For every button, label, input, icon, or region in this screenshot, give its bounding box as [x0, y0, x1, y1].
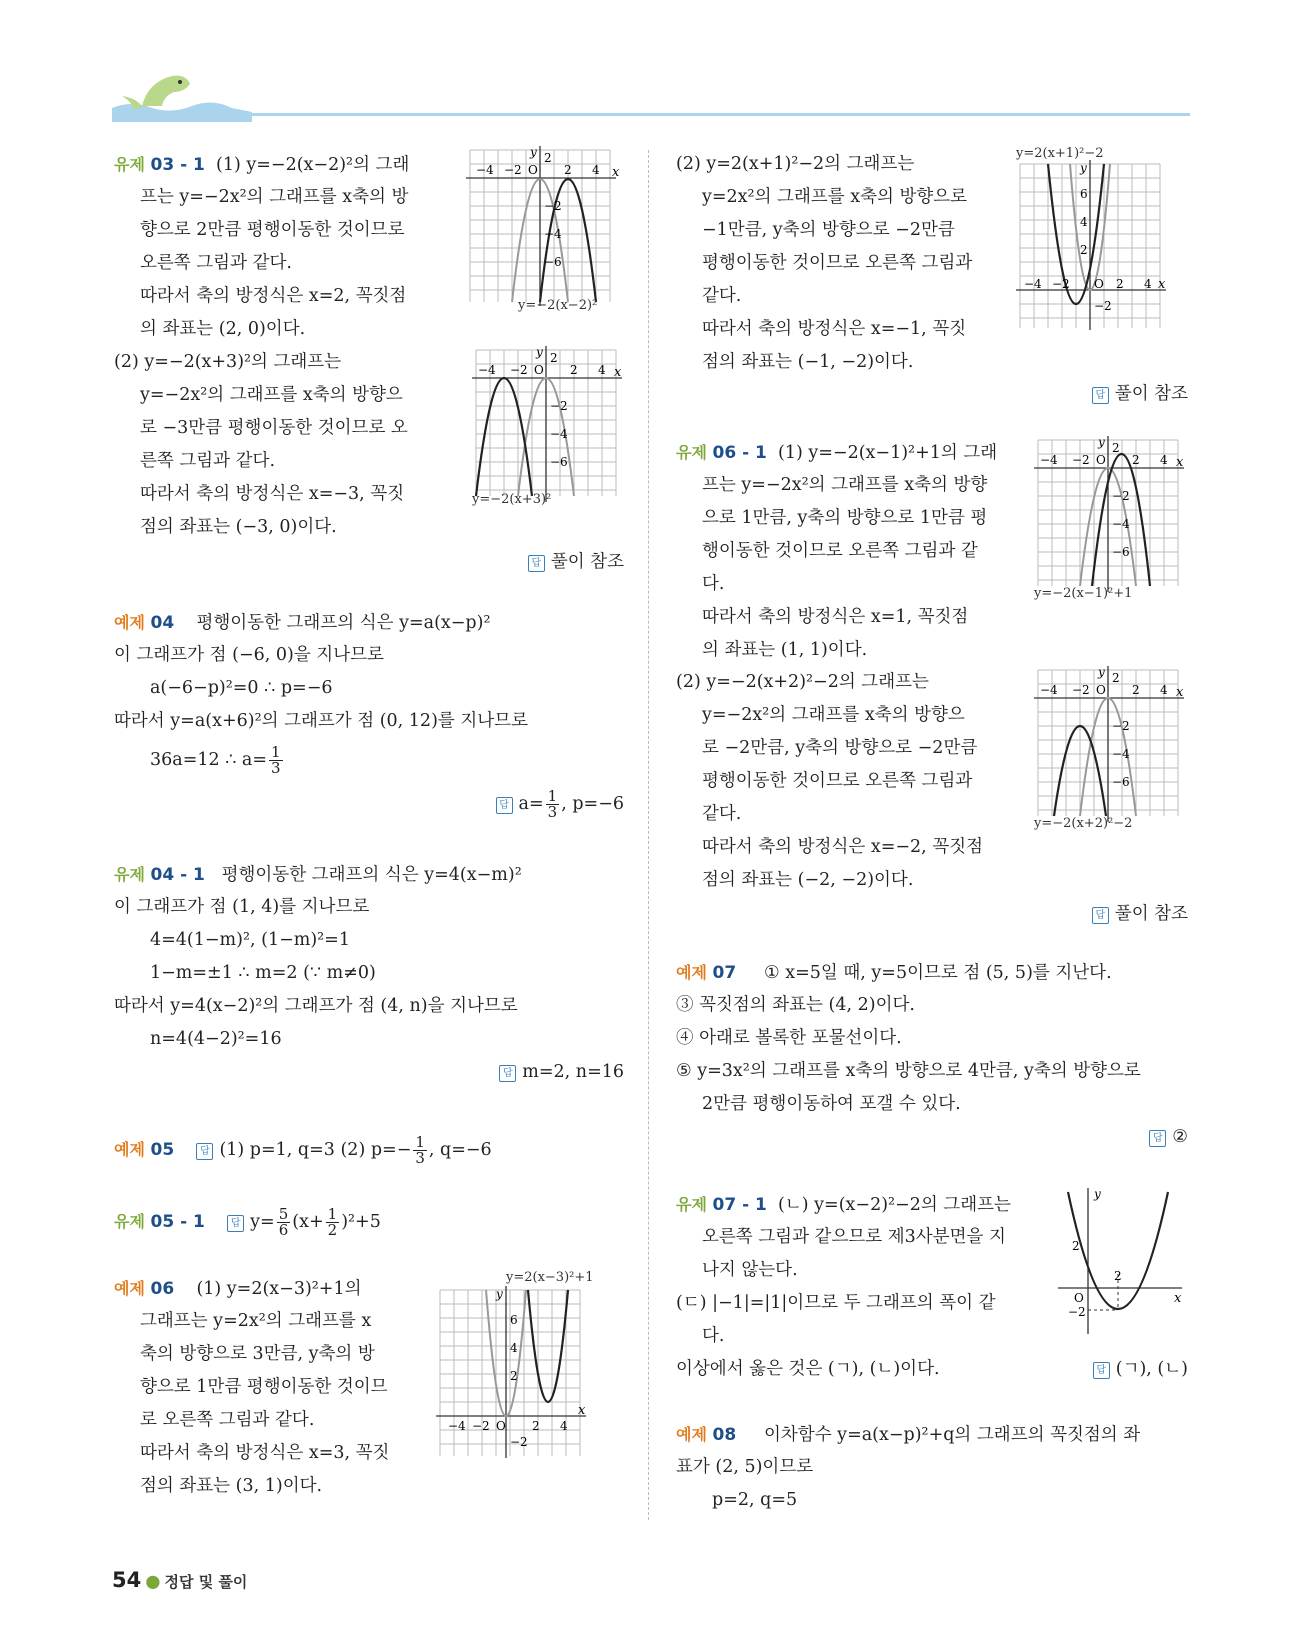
- answer-badge-icon: 답: [227, 1215, 244, 1232]
- graph-caption: y=2(x−3)²+1: [506, 1270, 594, 1285]
- tick-label: 2: [1080, 243, 1088, 257]
- tick-label: O: [1074, 1291, 1084, 1305]
- graph-caption: y=2(x+1)²−2: [1016, 146, 1104, 161]
- tick-label: −6: [544, 255, 562, 269]
- footer-label: 정답 및 풀이: [164, 1573, 248, 1591]
- tick-label: −4: [448, 1419, 466, 1433]
- tick-label: 6: [510, 1313, 518, 1327]
- tick-label: 2: [532, 1419, 540, 1433]
- axis-label-x: x: [612, 165, 620, 180]
- example-05: 예제 05 답 (1) p=1, q=3 (2) p=− $\frac{1}{3}$ , q=−6: [114, 1133, 492, 1167]
- tick-label: 2: [570, 363, 578, 377]
- answer-badge-icon: 답: [1092, 387, 1109, 404]
- graph-caption: y=−2(x+3)²: [472, 492, 552, 507]
- fraction: $\frac{1}{3}$: [271, 743, 281, 777]
- example-06-part2: (2) y=2(x+1)²−2의 그래프는 y=2x²의 그래프를 x축의 방향으로 −1만큼, y축의 방향으로 −2만큼 평행이동한 것이므로 오른쪽 그림과 같다. 따라서 축의 방정식은 x=−1, 꼭짓 점의 좌표는 (−1, −2)이다.: [676, 154, 973, 372]
- header-rule: [112, 113, 1190, 116]
- page-number: 54: [112, 1568, 142, 1592]
- tick-label: −2: [1072, 453, 1090, 467]
- tick-label: −2: [510, 363, 528, 377]
- problem-06-1-part1: 유제 06 - 1 (1) y=−2(x−1)²+1의 그래 프는 y=−2x²의 그래프를 x축의 방향 으로 1만큼, y축의 방향으로 1만큼 평 행이동한 것이므로 오른쪽 그림과 같 다. 따라서 축의 방정식은 x=1, 꼭짓점 의 좌표는 (1, 1)이다.: [676, 443, 998, 660]
- tick-label: 4: [510, 1341, 518, 1355]
- tick-label: −2: [1052, 277, 1070, 291]
- tick-label: −6: [1112, 545, 1130, 559]
- tick-label: 2: [1116, 277, 1124, 291]
- axis-label-y: y: [496, 1287, 503, 1301]
- graph-03-1-2: [472, 346, 624, 506]
- answer-badge-icon: 답: [1149, 1130, 1166, 1147]
- tick-label: −4: [1040, 683, 1058, 697]
- problem-04-1: 유제 04 - 1 평행이동한 그래프의 식은 y=4(x−m)² 이 그래프가 점 (1, 4)를 지나므로 4=4(1−m)², (1−m)²=1 1−m=±1 ∴ m=2 (∵ m≠0) 따라서 y=4(x−2)²의 그래프가 점 (4, n)을 지나므로 n=4(4−2)²=16 답 m=2, n=16: [114, 858, 624, 1089]
- tick-label: 2: [544, 151, 552, 165]
- tick-label: −2: [1094, 299, 1112, 313]
- graph-06-1: [436, 1270, 592, 1466]
- tick-label: O: [496, 1419, 506, 1433]
- bullet-icon: ●: [145, 1572, 161, 1592]
- problem-06-1-part2: (2) y=−2(x+2)²−2의 그래프는 y=−2x²의 그래프를 x축의 방향으 로 −2만큼, y축의 방향으로 −2만큼 평행이동한 것이므로 오른쪽 그림과 같다. 따라서 축의 방정식은 x=−2, 꼭짓점 점의 좌표는 (−2, −2)이다.: [676, 672, 984, 890]
- graph-07-1: [1058, 1188, 1186, 1338]
- tick-label: 2: [1132, 683, 1140, 697]
- tick-label: −4: [1024, 277, 1042, 291]
- tick-label: O: [1096, 683, 1106, 697]
- tick-label: 4: [598, 363, 606, 377]
- tick-label: −2: [1112, 719, 1130, 733]
- answer-badge-icon: 답: [528, 555, 545, 572]
- tick-label: −4: [1112, 747, 1130, 761]
- example-06-part1: 예제 06 (1) y=2(x−3)²+1의 그래프는 y=2x²의 그래프를 x 축의 방향으로 3만큼, y축의 방 향으로 1만큼 평행이동한 것이므 로 오른쪽 그림과 같다. 따라서 축의 방정식은 x=3, 꼭짓 점의 좌표는 (3, 1)이다.: [114, 1279, 390, 1496]
- axis-label-y: y: [1094, 1188, 1101, 1201]
- problem-05-1: 유제 05 - 1 답 y= $\frac{5}{6}$ (x+ $\frac{1}{2}$ )²+5: [114, 1205, 381, 1239]
- answer-badge-icon: 답: [196, 1143, 213, 1160]
- answer-badge-icon: 답: [1092, 907, 1109, 924]
- answer-04: 답 a= $\frac{1}{3}$ , p=−6: [114, 782, 624, 826]
- fraction: $\frac{5}{6}$: [278, 1205, 289, 1239]
- example-07: 예제 07 ① x=5일 때, y=5이므로 점 (5, 5)를 지난다. ③ 꼭짓점의 좌표는 (4, 2)이다. ④ 아래로 볼록한 포물선이다. ⑤ y=3x²의 그래프를 x축의 방향으로 4만큼, y축의 방향으로 2만큼 평행이동하여 포갤 수 있다. 답 ②: [676, 956, 1188, 1154]
- tick-label: O: [528, 163, 538, 177]
- tick-label: −4: [478, 363, 496, 377]
- graph-06-1-2: [1034, 666, 1186, 831]
- axis-label-y: y: [536, 346, 543, 359]
- tick-label: −2: [510, 1435, 528, 1449]
- axis-label-y: y: [1098, 666, 1105, 679]
- graph-caption: y=−2(x−1)²+1: [1034, 586, 1133, 601]
- axis-label-x: x: [1158, 277, 1166, 292]
- tick-label: 4: [1144, 277, 1152, 291]
- graph-06-2: [1016, 146, 1168, 332]
- column-divider: [648, 150, 649, 1520]
- answer-badge-icon: 답: [499, 1065, 516, 1082]
- answer-04-1: 답 m=2, n=16: [114, 1056, 624, 1089]
- example-04: 예제 04 평행이동한 그래프의 식은 y=a(x−p)² 이 그래프가 점 (−6, 0)을 지나므로 a(−6−p)²=0 ∴ p=−6 따라서 y=a(x+6)²의 그래프가 점 (0, 12)를 지나므로 36a=12 ∴ a= $\frac{1}{3}$ 답 a= $\frac{1}{3}$ , p=−6: [114, 606, 624, 826]
- fraction: $\frac{1}{2}$: [327, 1205, 338, 1239]
- tick-label: 2: [550, 351, 558, 365]
- problem-07-1: 유제 07 - 1 (ㄴ) y=(x−2)²−2의 그래프는 오른쪽 그림과 같으므로 제3사분면을 지 나지 않는다. (ㄷ) |−1|=|1|이므로 두 그래프의 폭이 같 다. 이상에서 옳은 것은 (ㄱ), (ㄴ)이다. 답 (ㄱ), (ㄴ): [676, 1188, 1188, 1386]
- graph-caption: y=−2(x+2)²−2: [1034, 816, 1133, 831]
- tick-label: O: [1094, 277, 1104, 291]
- tick-label: −6: [1112, 775, 1130, 789]
- tick-label: 6: [1080, 187, 1088, 201]
- tick-label: O: [534, 363, 544, 377]
- axis-label-y: y: [530, 146, 537, 159]
- fraction: $\frac{1}{3}$: [415, 1133, 425, 1167]
- tick-label: −2: [472, 1419, 490, 1433]
- answer-06-1: 답 풀이 참조: [676, 898, 1188, 931]
- graph-03-1-1: [466, 146, 624, 316]
- axis-label-x: x: [1176, 685, 1184, 700]
- tick-label: 2: [510, 1369, 518, 1383]
- page-footer: [112, 1568, 247, 1592]
- answer-06: 답 풀이 참조: [676, 378, 1188, 411]
- tick-label: −6: [550, 455, 568, 469]
- tick-label: −4: [544, 227, 562, 241]
- axis-label-x: x: [1176, 455, 1184, 470]
- tick-label: −2: [550, 399, 568, 413]
- tick-label: 4: [560, 1419, 568, 1433]
- tick-label: 2: [1112, 671, 1120, 685]
- tick-label: −2: [1112, 489, 1130, 503]
- answer-07-1: 답 (ㄱ), (ㄴ): [1093, 1353, 1188, 1386]
- tick-label: −2: [1072, 683, 1090, 697]
- axis-label-y: y: [1098, 436, 1105, 449]
- graph-caption: y=−2(x−2)²: [518, 298, 598, 313]
- tick-label: −4: [1112, 517, 1130, 531]
- problem-03-1-part2: (2) y=−2(x+3)²의 그래프는 y=−2x²의 그래프를 x축의 방향으 로 −3만큼 평행이동한 것이므로 오 른쪽 그림과 같다. 따라서 축의 방정식은 x=−3, 꼭짓 점의 좌표는 (−3, 0)이다.: [114, 352, 408, 537]
- example-08: 예제 08 이차함수 y=a(x−p)²+q의 그래프의 꼭짓점의 좌 표가 (2, 5)이므로 p=2, q=5: [676, 1425, 1141, 1510]
- answer-badge-icon: 답: [496, 797, 513, 814]
- answer-badge-icon: 답: [1093, 1362, 1110, 1379]
- tick-label: −2: [544, 199, 562, 213]
- problem-03-1-part1: 유제 03 - 1 (1) y=−2(x−2)²의 그래 프는 y=−2x²의 그래프를 x축의 방 향으로 2만큼 평행이동한 것이므로 오른쪽 그림과 같다. 따라서 축의 방정식은 x=2, 꼭짓점 의 좌표는 (2, 0)이다.: [114, 155, 410, 339]
- graph-06-1-1: [1034, 436, 1186, 601]
- tick-label: O: [1096, 453, 1106, 467]
- fraction: $\frac{1}{3}$: [547, 787, 558, 821]
- axis-label-x: x: [1174, 1291, 1182, 1306]
- tick-label: −2: [504, 163, 522, 177]
- tick-label: 2: [564, 163, 572, 177]
- tick-label: 2: [1112, 441, 1120, 455]
- axis-label-x: x: [578, 1403, 586, 1418]
- tick-label: −4: [550, 427, 568, 441]
- tick-label: 2: [1072, 1239, 1080, 1253]
- tick-label: 4: [1160, 683, 1168, 697]
- tick-label: 4: [1080, 215, 1088, 229]
- tick-label: −4: [476, 163, 494, 177]
- tick-label: 2: [1114, 1269, 1122, 1283]
- tick-label: 2: [1132, 453, 1140, 467]
- tick-label: 4: [1160, 453, 1168, 467]
- tick-label: −4: [1040, 453, 1058, 467]
- tick-label: −2: [1068, 1305, 1086, 1319]
- answer-03-1: 답 풀이 참조: [114, 546, 624, 579]
- axis-label-y: y: [1080, 161, 1087, 175]
- tick-label: 4: [592, 163, 600, 177]
- answer-07: 답 ②: [676, 1121, 1188, 1154]
- axis-label-x: x: [614, 365, 622, 380]
